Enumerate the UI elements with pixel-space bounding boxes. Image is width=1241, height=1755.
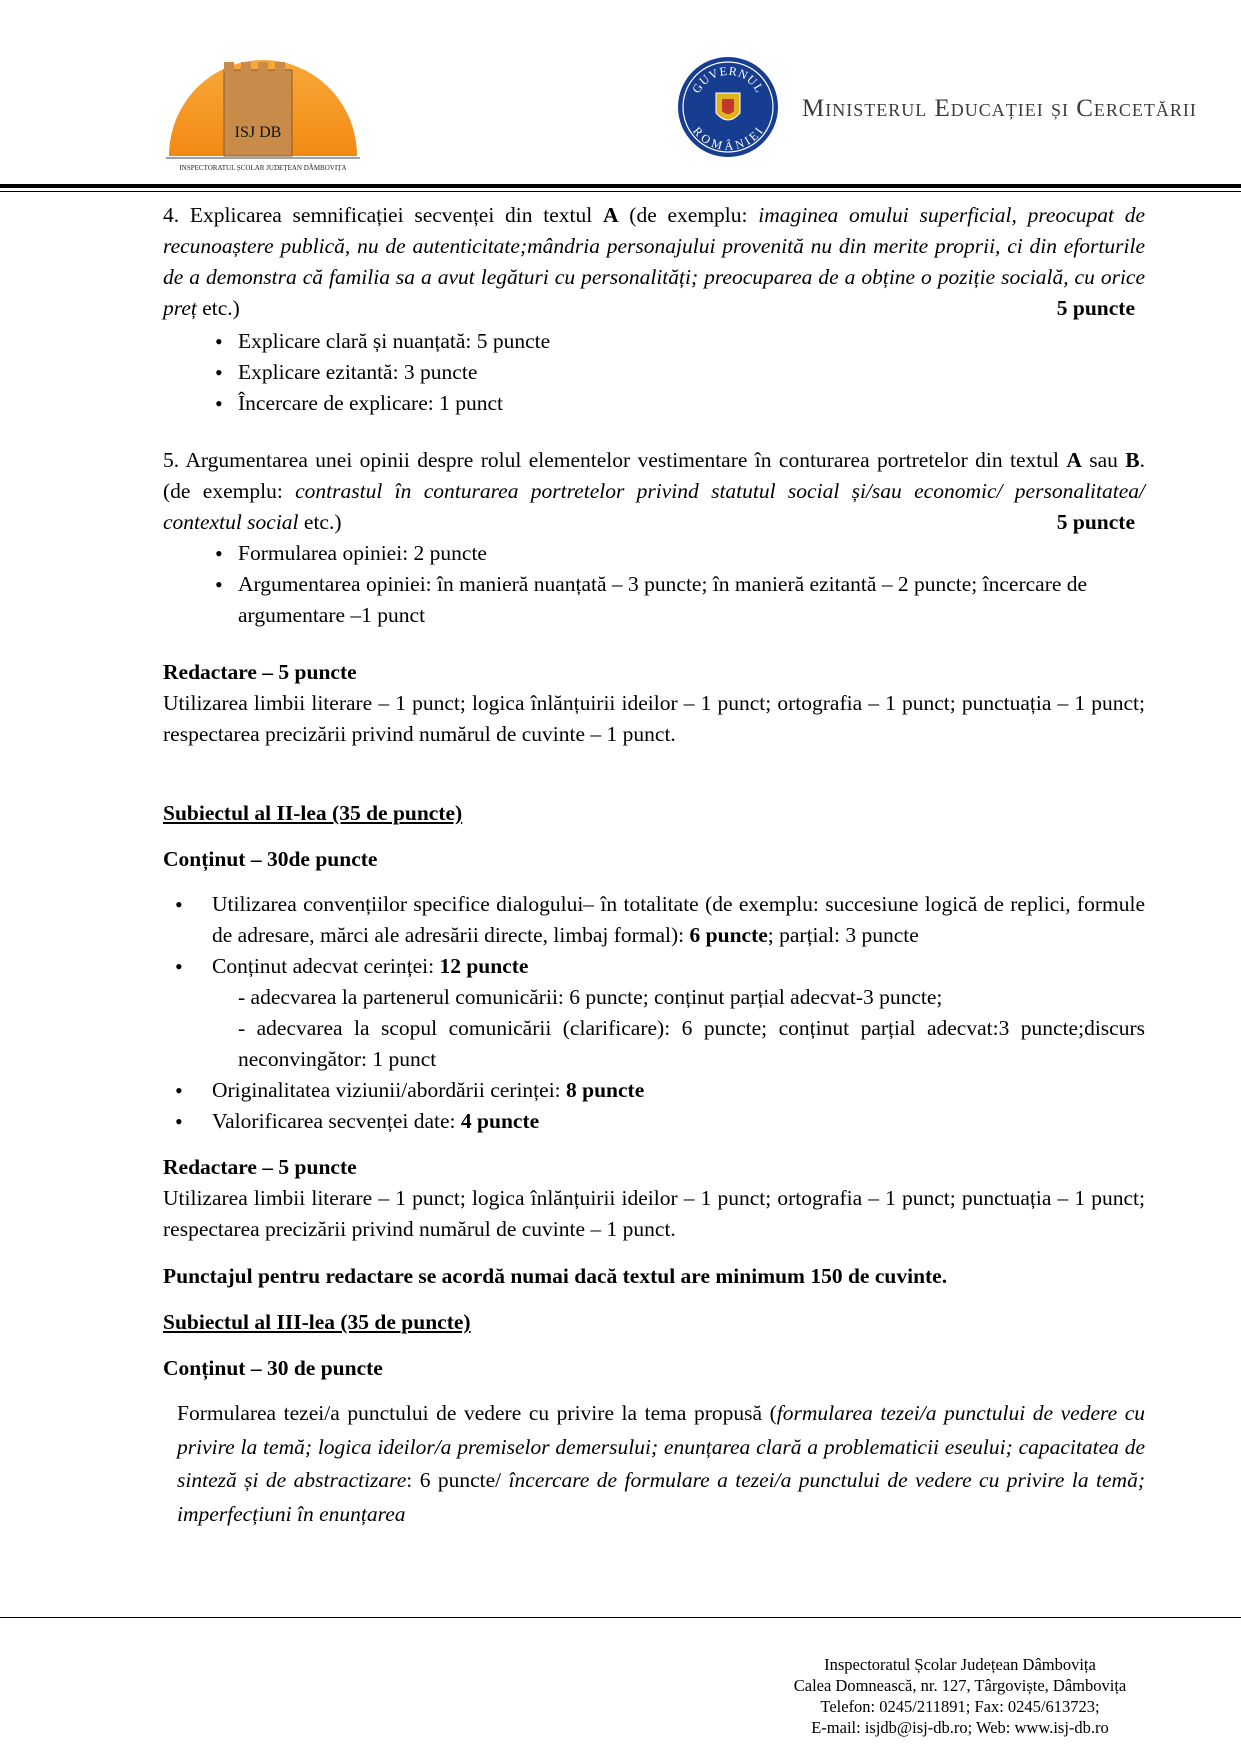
redactare-2	[163, 1152, 1145, 1292]
item-5-points: 5 puncte	[1056, 510, 1135, 534]
redactare-2-title: Redactare – 5 puncte	[163, 1155, 357, 1179]
sub-item: - adecvarea la partenerul comunicării: 6 puncte; conținut parțial adecvat-3 puncte;	[238, 985, 943, 1009]
document-body	[163, 200, 1145, 1531]
isj-logo-text: ISJ DB	[234, 124, 282, 141]
page-header	[0, 0, 1241, 200]
footer-line: Telefon: 0245/211891; Fax: 0245/613723;	[820, 1697, 1100, 1716]
item-4	[163, 200, 1145, 419]
list-item: • Încercare de explicare: 1 punct	[215, 388, 1145, 419]
item-4-text: 4. Explicarea semnificației secvenței din textul A (de exemplu: imaginea omului superficial, preocupat de recunoaștere publică, nu de autenticitate;mândria personajului provenită nu din merite proprii, ci din eforturile de a demonstra că familia sa a avut legături cu personalități; preocuparea de a obține o poziție socială, cu orice preț etc.)	[163, 203, 1145, 320]
subiect-2	[163, 798, 1145, 1137]
redactare-1-title: Redactare – 5 puncte	[163, 660, 357, 684]
footer-line: Calea Domnească, nr. 127, Târgoviște, Dâmbovița	[793, 1676, 1127, 1695]
list-item: • Utilizarea convențiilor specifice dialogului– în totalitate (de exemplu: succesiune logică de replici, formule de adresare, mărci ale adresării directe, limbaj formal): 6 puncte; parțial: 3 puncte	[175, 889, 1145, 951]
item-4-points: 5 puncte	[1056, 296, 1135, 320]
redactare-1-text: Utilizarea limbii literare – 1 punct; logica înlănțuirii ideilor – 1 punct; ortografia – 1 punct; punctuația – 1 punct; respectarea precizării privind numărul de cuvinte – 1 punct.	[163, 691, 1145, 746]
subiect-3-text: Formularea tezei/a punctului de vedere cu privire la tema propusă (formularea tezei/a punctului de vedere cu privire la temă; logica ideilor/a premiselor demersului; enunțarea clară a problematicii eseului; capacitatea de sinteză și de abstractizare: 6 puncte/ încercare de formulare a tezei/a punctului de vedere cu privire la temă; imperfecțiuni în enunțarea	[177, 1401, 1145, 1526]
header-rule	[0, 184, 1241, 188]
item-5	[163, 445, 1145, 631]
redactare-2-note: Punctajul pentru redactare se acordă numai dacă textul are minimum 150 de cuvinte.	[163, 1264, 948, 1288]
list-item: • Explicare ezitantă: 3 puncte	[215, 357, 1145, 388]
redactare-1	[163, 657, 1145, 750]
list-item: • Argumentarea opiniei: în manieră nuanțată – 3 puncte; în manieră ezitantă – 2 puncte; încercare de argumentare –1 punct	[215, 569, 1145, 631]
footer-line: E-mail: isjdb@isj-db.ro; Web: www.isj-db.ro	[811, 1718, 1109, 1737]
list-item: • Valorificarea secvenței date: 4 puncte	[175, 1106, 1145, 1137]
page-footer	[740, 1654, 1180, 1738]
list-item: • Formularea opiniei: 2 puncte	[215, 538, 1145, 569]
subiect-3-continut: Conținut – 30 de puncte	[163, 1356, 383, 1380]
subiect-2-continut: Conținut – 30de puncte	[163, 847, 378, 871]
header-rule-thin	[0, 191, 1241, 192]
isj-db-logo	[166, 48, 360, 174]
subiect-3	[163, 1307, 1145, 1531]
item-5-text: 5. Argumentarea unei opinii despre rolul elementelor vestimentare în conturarea portretelor din textul A sau B. (de exemplu: contrastul în conturarea portretelor privind statutul social și/sau economic/ personalitatea/ contextul social etc.)	[163, 448, 1145, 534]
footer-line: Inspectoratul Școlar Județean Dâmbovița	[824, 1655, 1096, 1674]
sub-item: - adecvarea la scopul comunicării (clarificare): 6 puncte; conținut parțial adecvat:3 puncte;discurs neconvingător: 1 punct	[238, 1016, 1145, 1071]
list-item: • Originalitatea viziunii/abordării cerinței: 8 puncte	[175, 1075, 1145, 1106]
isj-logo-caption: INSPECTORATUL ȘCOLAR JUDEȚEAN DÂMBOVIȚA	[179, 164, 347, 172]
list-item: • Conținut adecvat cerinței: 12 puncte	[175, 951, 1145, 982]
subiect-2-title: Subiectul al II-lea (35 de puncte)	[163, 801, 463, 825]
footer-rule	[0, 1617, 1241, 1618]
subiect-3-title: Subiectul al III-lea (35 de puncte)	[163, 1310, 471, 1334]
seal-top-text: GUVERNUL	[689, 63, 767, 96]
government-seal	[676, 55, 780, 159]
ministry-name: Ministerul Educației și Cercetării	[802, 95, 1197, 122]
list-item: • Explicare clară și nuanțată: 5 puncte	[215, 326, 1145, 357]
redactare-2-text: Utilizarea limbii literare – 1 punct; logica înlănțuirii ideilor – 1 punct; ortografia – 1 punct; punctuația – 1 punct; respectarea precizării privind numărul de cuvinte – 1 punct.	[163, 1186, 1145, 1241]
seal-bottom-text: ROMÂNIEI	[690, 124, 767, 153]
